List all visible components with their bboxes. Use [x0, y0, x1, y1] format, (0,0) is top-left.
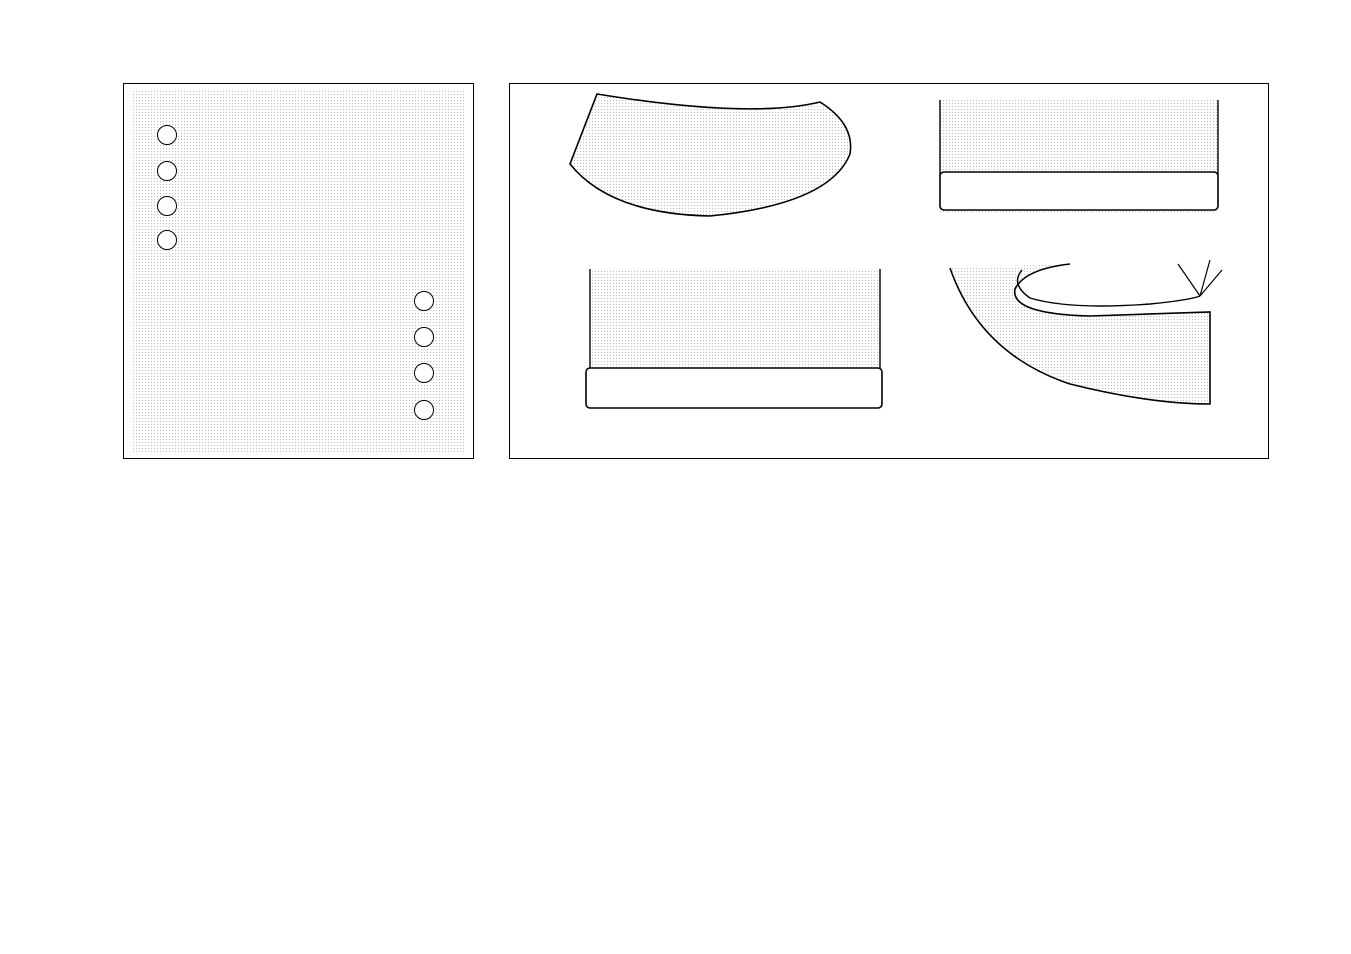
stitch-samples-figure — [123, 83, 474, 459]
collar-illustration — [570, 94, 851, 216]
stitch-label-i-bottom — [414, 363, 434, 383]
bias-tape-illustration — [586, 269, 882, 408]
narrow-hem-illustration — [940, 100, 1218, 212]
stitch-label-h-bottom — [414, 327, 434, 347]
stitch-label-j-top — [157, 230, 177, 250]
stitch-label-h-top — [157, 161, 177, 181]
lapel-illustration — [950, 260, 1222, 404]
stitch-applications-figure — [509, 83, 1269, 459]
applications-drawing — [510, 84, 1270, 460]
stitch-label-i-top — [157, 196, 177, 216]
stitch-label-j-bottom — [414, 400, 434, 420]
tips-list — [527, 515, 1282, 525]
stitch-label-g-top — [157, 125, 177, 145]
stitch-label-g-bottom — [414, 291, 434, 311]
